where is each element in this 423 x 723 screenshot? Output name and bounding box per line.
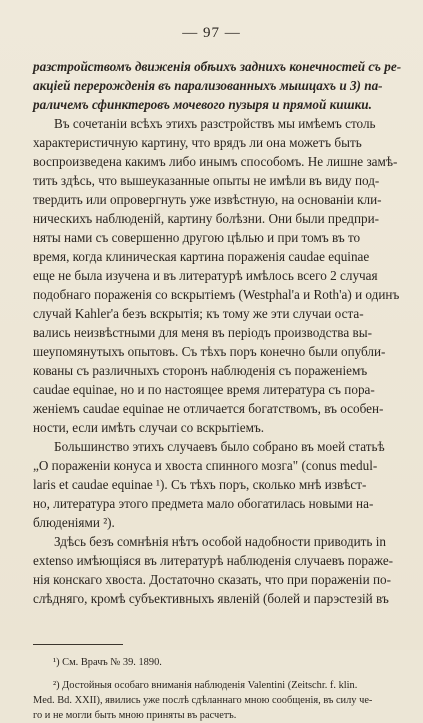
text-line: воспроизведена какимъ либо инымъ способомъ. Не лишне замѣ- <box>33 154 398 169</box>
footnote-line: Med. Bd. XXII), явились уже послѣ сдѣланнаго мною сообщенія, въ силу че- <box>33 695 373 706</box>
text-line: вались неизвѣстными для меня въ періодъ производства вы- <box>33 325 372 340</box>
text-line: Здѣсь безъ сомнѣнія нѣтъ особой надобности приводить in <box>54 534 386 549</box>
paragraph-4 <box>33 532 394 608</box>
text-line: Въ сочетаніи всѣхъ этихъ разстройствъ мы имѣемъ столь <box>54 116 376 131</box>
text-line: extenso имѣющіяся въ литературѣ наблюденія случаевъ пораже- <box>33 553 394 568</box>
text-line: „О пораженіи конуса и хвоста спинного мозга" (conus medul- <box>33 458 378 473</box>
text-line: caudae equinae, но и по настоящее время литература съ пора- <box>33 382 375 397</box>
text-line: няты нами съ совершенно другою цѣлью и при томъ въ то <box>33 230 361 245</box>
text-line: подобнаго пораженія со вскрытіемъ (Westphal'а и Roth'а) и одинъ <box>33 287 400 302</box>
footnote-line: го и не могли быть мною приняты въ расчетъ. <box>33 710 237 721</box>
text-line: шеупомянутыхъ опытовъ. Съ тѣхъ поръ конечно были опубли- <box>33 344 386 359</box>
text-line: ническихъ наблюденій, картину болѣзни. Они были предпри- <box>33 211 380 226</box>
footnote-divider <box>33 644 123 645</box>
text-line: случай Kahler'а безъ вскрытія; къ тому же эти случаи оста- <box>33 306 364 321</box>
text-line: еще не была изучена и въ литературѣ имѣлось всего 2 случая <box>33 268 378 283</box>
paragraph-2 <box>33 114 400 437</box>
main-text <box>33 57 402 608</box>
text-line: время, когда клиническая картина пораженія caudae equinae <box>33 249 370 264</box>
text-line: женіемъ caudae equinae не отличается богатствомъ, въ особен- <box>33 401 384 416</box>
footnote-1 <box>33 655 390 670</box>
text-line: раличемъ сфинктеровъ мочевого пузыря и прямой кишки. <box>33 97 372 112</box>
text-line: но, литература этого предмета мало обогатилась новыми на- <box>33 496 374 511</box>
text-line: твердить или опровергнуть уже извѣстную, на основаніи кли- <box>33 192 382 207</box>
text-line: ности, если имѣть случаи со вскрытіемъ. <box>33 420 265 435</box>
footnote-line: ¹) См. Врачъ № 39. 1890. <box>53 657 162 668</box>
text-line: laris et caudae equinae ¹). Съ тѣхъ поръ, сколько мнѣ извѣст- <box>33 477 367 492</box>
text-line: Большинство этихъ случаевъ было собрано въ моей статьѣ <box>54 439 385 454</box>
paragraph-3 <box>33 437 390 532</box>
text-line: нія конскаго хвоста. Достаточно сказать, что при пораженіи по- <box>33 572 391 587</box>
text-line: характеристичную картину, что врядъ ли она можетъ быть <box>33 135 362 150</box>
footnote-spacer <box>33 670 390 678</box>
text-line: акціей перерожденія въ парализованныхъ мышцахъ и 3) па- <box>33 78 383 93</box>
text-line: слѣдняго, кромѣ субъективныхъ явленій (болей и парэстезій въ <box>33 591 389 606</box>
page-number: — 97 — <box>182 25 241 41</box>
footnote-line: ²) Достойныя особаго вниманія наблюденія Valentini (Zeitschr. f. klin. <box>53 680 358 691</box>
footnote-2 <box>33 678 390 723</box>
text-line: тить здѣсь, что вышеуказанные опыты не имѣли въ виду под- <box>33 173 380 188</box>
footnotes <box>33 655 390 723</box>
text-line: кованы съ различныхъ сторонъ наблюденія съ пораженіемъ <box>33 363 368 378</box>
paragraph-1 <box>33 57 402 114</box>
text-line: блюденіями ²). <box>33 515 115 530</box>
text-line: разстройствомъ движенія обѣихъ заднихъ конечностей съ ре- <box>33 59 402 74</box>
